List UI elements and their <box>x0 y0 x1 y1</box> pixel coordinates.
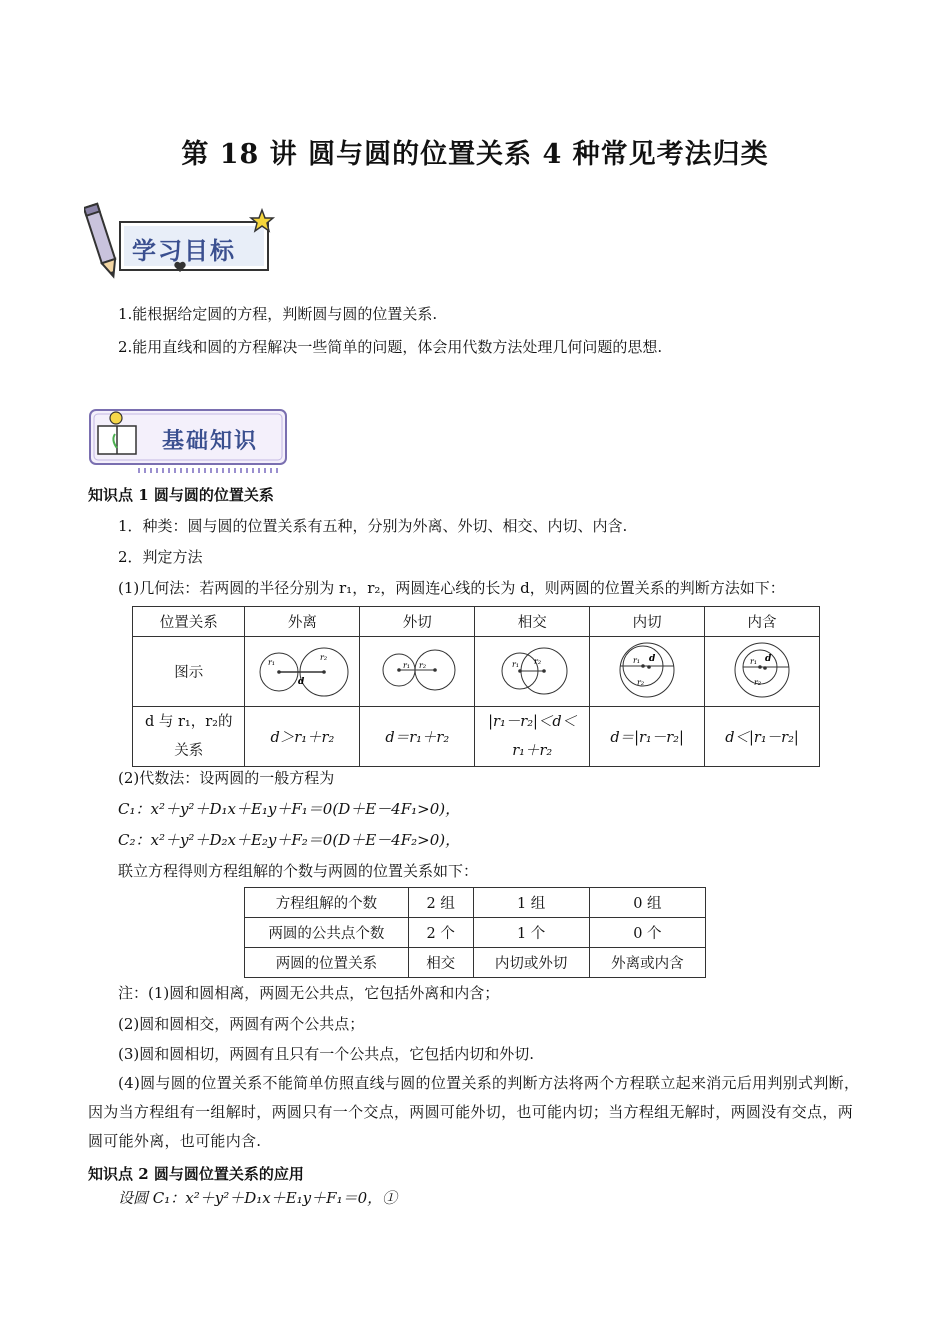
r1-label: r₁ <box>633 655 641 665</box>
table1-header-cell: 外离 <box>245 607 360 637</box>
kp2-heading: 知识点 2 圆与圆位置关系的应用 <box>88 1165 304 1183</box>
table2-cell: 方程组解的个数 <box>245 888 409 918</box>
basics-badge-label: 基础知识 <box>162 429 259 454</box>
table2-cell: 内切或外切 <box>473 948 589 978</box>
table2-cell: 两圆的位置关系 <box>245 948 409 978</box>
note-3: (3)圆和圆相切，两圆有且只有一个公共点，它包括内切和外切. <box>118 1045 535 1063</box>
circles-tangent-external-diagram <box>367 640 467 700</box>
kp1-item-1: 1．种类：圆与圆的位置关系有五种，分别为外离、外切、相交、内切、内含. <box>118 517 628 535</box>
circles-contained-diagram <box>712 639 812 701</box>
page-title: 第 18 讲 圆与圆的位置关系 4 种常见考法归类 <box>181 139 769 170</box>
table2-cell: 0 个 <box>589 918 705 948</box>
table2-cell: 相交 <box>408 948 473 978</box>
r1-label: r₁ <box>403 660 411 670</box>
goals-badge <box>84 198 278 286</box>
geometric-relations-table <box>132 606 820 767</box>
r2-label: r₂ <box>637 677 645 687</box>
table2-cell: 两圆的公共点个数 <box>245 918 409 948</box>
table1-header-cell: 内含 <box>705 607 820 637</box>
circles-tangent-internal-diagram <box>597 639 697 701</box>
diagram-intersect <box>475 637 590 707</box>
relation-cell: d＜|r₁－r₂| <box>705 707 820 767</box>
table2-cell: 1 组 <box>473 888 589 918</box>
algebraic-relations-table <box>244 887 706 978</box>
d-label: d <box>649 653 656 664</box>
r2-label: r₂ <box>419 660 427 670</box>
r1-label: r₁ <box>512 659 520 669</box>
table1-row-label: 图示 <box>133 637 245 707</box>
note-4: (4)圆与圆的位置关系不能简单仿照直线与圆的位置关系的判断方法将两个方程联立起来消元后用判别式判断，因为当方程组有一组解时，两圆只有一个交点，两圆可能外切，也可能内切；当方程组无解时，两圆没有交点，两圆可能外离，也可能内含. <box>88 1074 860 1150</box>
goal-item-1: 1.能根据给定圆的方程，判断圆与圆的位置关系. <box>118 305 438 323</box>
table1-row-label: d 与 r₁，r₂的 关系 <box>133 707 245 767</box>
r1-label: r₁ <box>750 656 758 666</box>
table2-cell: 外离或内含 <box>589 948 705 978</box>
table1-header-cell: 内切 <box>590 607 705 637</box>
alg-method-intro: (2)代数法：设两圆的一般方程为 <box>118 769 335 787</box>
note-2: (2)圆和圆相交，两圆有两个公共点； <box>118 1015 365 1033</box>
equation-c1: C₁：x²＋y²＋D₁x＋E₁y＋F₁＝0(D＋E－4F₁>0)， <box>118 800 461 818</box>
kp2-line-1: 设圆 C₁：x²＋y²＋D₁x＋E₁y＋F₁＝0，① <box>118 1189 398 1207</box>
circles-external-diagram <box>252 640 352 700</box>
equation-c2: C₂：x²＋y²＋D₂x＋E₂y＋F₂＝0(D＋E－4F₂>0)， <box>118 831 461 849</box>
relation-cell: d＞r₁＋r₂ <box>245 707 360 767</box>
basics-badge <box>86 404 294 476</box>
d-label: d <box>765 653 772 664</box>
r1-label: r₁ <box>268 657 276 667</box>
table1-header-cell: 位置关系 <box>133 607 245 637</box>
table2-cell: 2 组 <box>408 888 473 918</box>
r2-label: r₂ <box>320 652 328 662</box>
diagram-tangent-internal <box>590 637 705 707</box>
relation-cell: d＝|r₁－r₂| <box>590 707 705 767</box>
geo-method-intro: (1)几何法：若两圆的半径分别为 r₁，r₂，两圆连心线的长为 d，则两圆的位置关系的判断方法如下： <box>118 579 785 597</box>
table1-header-cell: 相交 <box>475 607 590 637</box>
circles-intersect-diagram <box>482 640 582 700</box>
diagram-external <box>245 637 360 707</box>
joint-intro: 联立方程得则方程组解的个数与两圆的位置关系如下： <box>118 862 479 880</box>
relation-cell: d＝r₁＋r₂ <box>360 707 475 767</box>
kp1-heading: 知识点 1 圆与圆的位置关系 <box>88 486 274 504</box>
table1-header-cell: 外切 <box>360 607 475 637</box>
table2-cell: 1 个 <box>473 918 589 948</box>
table2-cell: 2 个 <box>408 918 473 948</box>
note-1: 注：(1)圆和圆相离，两圆无公共点，它包括外离和内含； <box>118 984 500 1002</box>
r2-label: r₂ <box>754 677 762 687</box>
goals-badge-label: 学习目标 <box>132 237 236 265</box>
d-label: d <box>298 676 305 687</box>
relation-cell: |r₁－r₂|＜d＜ r₁＋r₂ <box>475 707 590 767</box>
diagram-contained <box>705 637 820 707</box>
r2-label: r₂ <box>534 656 542 666</box>
diagram-tangent-external <box>360 637 475 707</box>
kp1-item-2: 2．判定方法 <box>118 548 203 566</box>
goal-item-2: 2.能用直线和圆的方程解决一些简单的问题，体会用代数方法处理几何问题的思想. <box>118 338 663 356</box>
table2-cell: 0 组 <box>589 888 705 918</box>
